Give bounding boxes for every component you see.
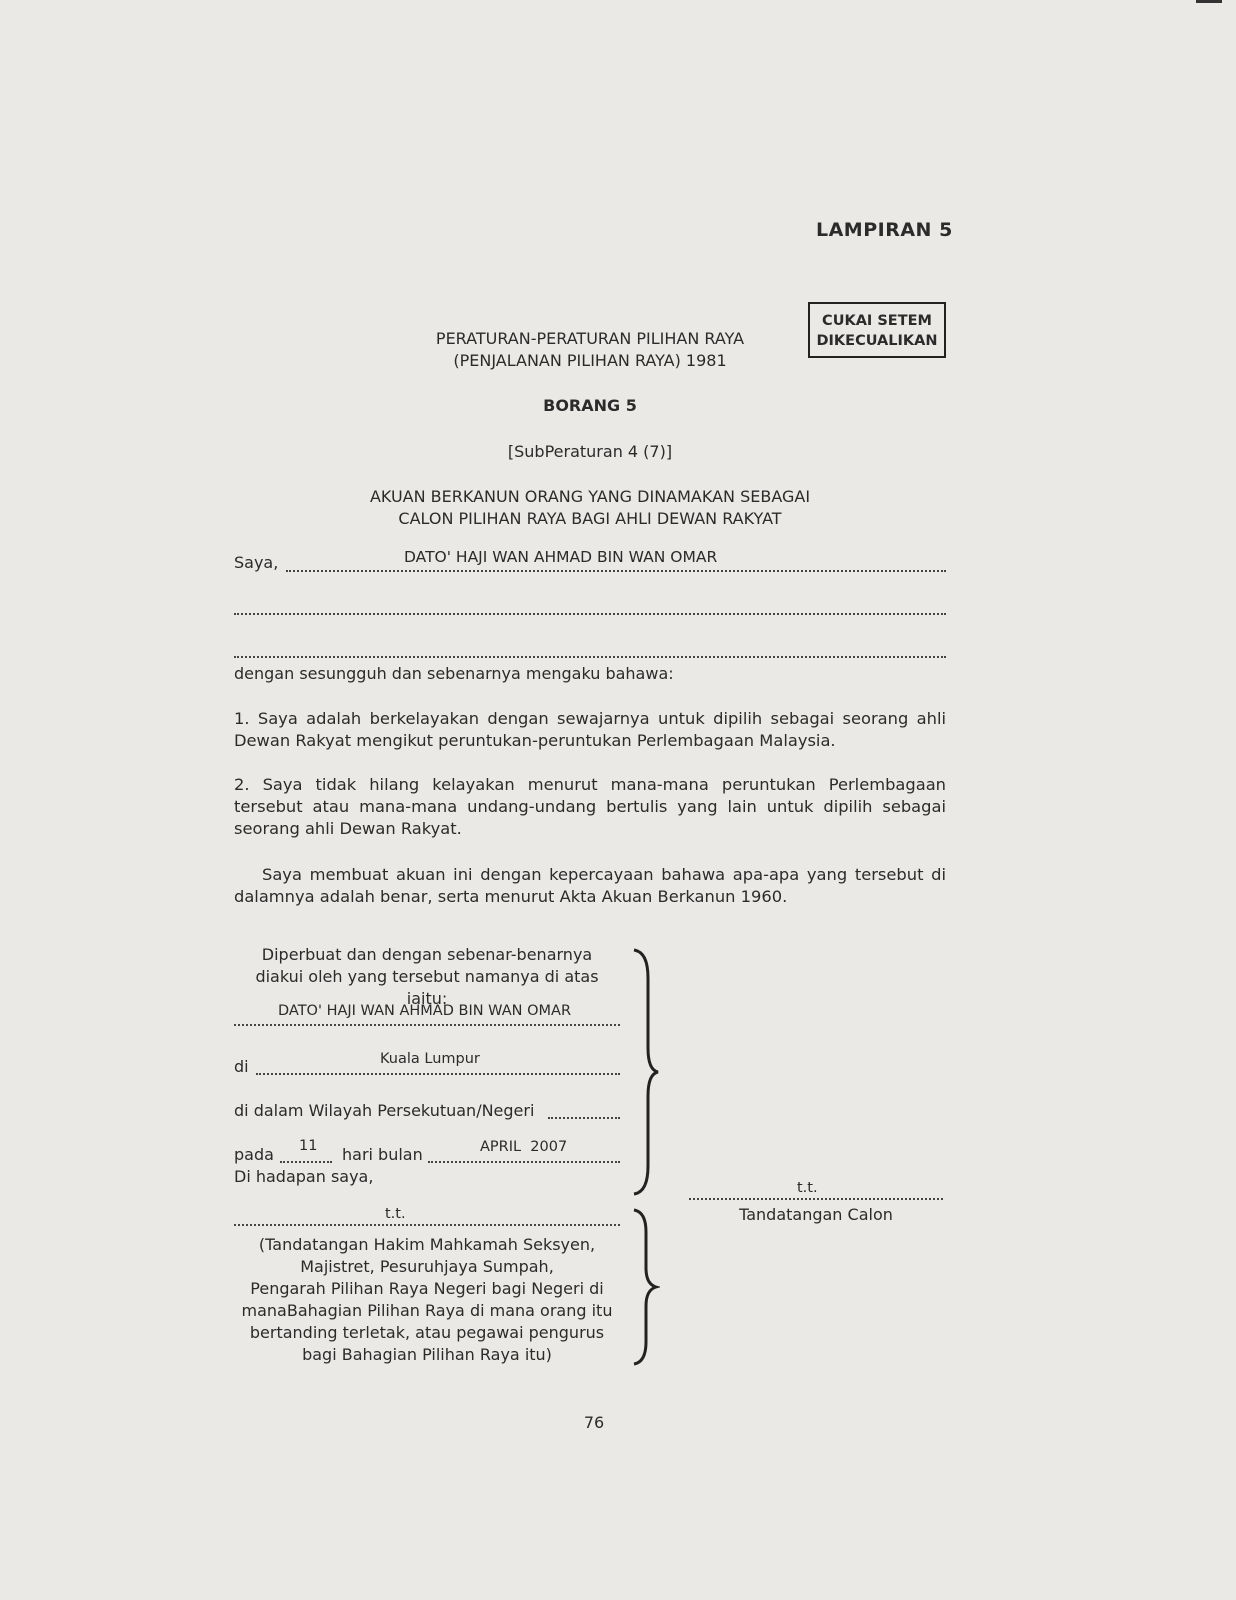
stamp-line-2: DIKECUALIKAN <box>816 333 938 349</box>
regulation-title-line-2: (PENJALANAN PILIHAN RAYA) 1981 <box>453 351 727 370</box>
di-hadapan-label: Di hadapan saya, <box>234 1167 374 1186</box>
attestation-intro <box>234 944 620 1010</box>
clause-1-line-2: Dewan Rakyat mengikut peruntukan-peruntukan Perlembagaan Malaysia. <box>234 731 836 750</box>
corner-mark <box>1196 0 1222 3</box>
saya-label: Saya, <box>234 553 279 572</box>
candidate-signature-label: Tandatangan Calon <box>739 1205 893 1224</box>
attested-name-dotted-line <box>234 1024 620 1026</box>
clause-1-line-1: 1. Saya adalah berkelayakan dengan sewajarnya untuk dipilih sebagai seorang ahli <box>234 709 946 728</box>
lampiran-title: LAMPIRAN 5 <box>816 219 953 241</box>
candidate-tt: t.t. <box>797 1180 818 1196</box>
witness-line-5: bertanding terletak, atau pegawai pengurus <box>249 1323 605 1342</box>
form-number: BORANG 5 <box>543 396 637 415</box>
di-label: di <box>234 1057 249 1076</box>
declarant-name: DATO' HAJI WAN AHMAD BIN WAN OMAR <box>404 548 718 566</box>
regulation-title-line-1: PERATURAN-PERATURAN PILIHAN RAYA <box>435 329 745 348</box>
day-dotted-line <box>280 1161 332 1163</box>
closing-line-2: dalamnya adalah benar, serta menurut Akta Akuan Berkanun 1960. <box>234 887 788 906</box>
declaration-intro: dengan sesungguh dan sebenarnya mengaku bahawa: <box>234 664 674 683</box>
attestation-line-1: Diperbuat dan dengan sebenar-benarnya <box>261 945 593 964</box>
clause-1 <box>234 708 946 752</box>
stamp-duty-box <box>808 302 946 358</box>
witness-line-2: Majistret, Pesuruhjaya Sumpah, <box>300 1257 554 1276</box>
clause-2-line-2: tersebut atau mana-mana undang-undang bertulis yang lain untuk dipilih sebagai <box>234 797 946 816</box>
page-number: 76 <box>583 1413 605 1432</box>
lower-right-brace <box>630 1208 660 1366</box>
witness-line-6: bagi Bahagian Pilihan Raya itu) <box>302 1345 552 1364</box>
witness-line-4: manaBahagian Pilihan Raya di mana orang itu <box>241 1301 613 1320</box>
clause-2 <box>234 774 946 840</box>
candidate-signature-line <box>689 1198 943 1200</box>
declaration-heading-line-1: AKUAN BERKANUN ORANG YANG DINAMAKAN SEBAGAI <box>369 487 811 506</box>
wilayah-label: di dalam Wilayah Persekutuan/Negeri <box>234 1101 535 1120</box>
day-value: 11 <box>299 1138 318 1154</box>
place-value: Kuala Lumpur <box>380 1051 480 1067</box>
witness-tt: t.t. <box>385 1206 406 1222</box>
attested-name: DATO' HAJI WAN AHMAD BIN WAN OMAR <box>278 1003 572 1019</box>
witness-description <box>234 1234 620 1366</box>
witness-line-1: (Tandatangan Hakim Mahkamah Seksyen, <box>258 1235 596 1254</box>
month-year-value: APRIL 2007 <box>480 1139 568 1155</box>
stamp-line-1: CUKAI SETEM <box>822 313 932 329</box>
blank-dotted-line-2 <box>234 656 946 658</box>
name-dotted-line <box>286 570 946 572</box>
wilayah-dotted-line <box>548 1117 620 1119</box>
witness-signature-line <box>234 1224 620 1226</box>
hari-bulan-label: hari bulan <box>342 1145 423 1164</box>
clause-2-line-3: seorang ahli Dewan Rakyat. <box>234 819 462 838</box>
place-dotted-line <box>256 1073 620 1075</box>
witness-line-3: Pengarah Pilihan Raya Negeri bagi Negeri di <box>250 1279 604 1298</box>
blank-dotted-line-1 <box>234 613 946 615</box>
declaration-heading <box>330 486 850 530</box>
attestation-line-2: diakui oleh yang tersebut namanya di atas iaitu: <box>255 967 599 1008</box>
sub-regulation: [SubPeraturan 4 (7)] <box>507 442 673 461</box>
upper-right-brace <box>630 948 660 1196</box>
closing-statement <box>234 864 946 908</box>
regulation-title <box>400 328 780 372</box>
pada-label: pada <box>234 1145 274 1164</box>
closing-line-1: Saya membuat akuan ini dengan kepercayaan bahawa apa-apa yang tersebut di <box>262 865 946 884</box>
clause-2-line-1: 2. Saya tidak hilang kelayakan menurut mana-mana peruntukan Perlembagaan <box>234 775 946 794</box>
declaration-heading-line-2: CALON PILIHAN RAYA BAGI AHLI DEWAN RAKYAT <box>398 509 782 528</box>
month-dotted-line <box>428 1161 620 1163</box>
